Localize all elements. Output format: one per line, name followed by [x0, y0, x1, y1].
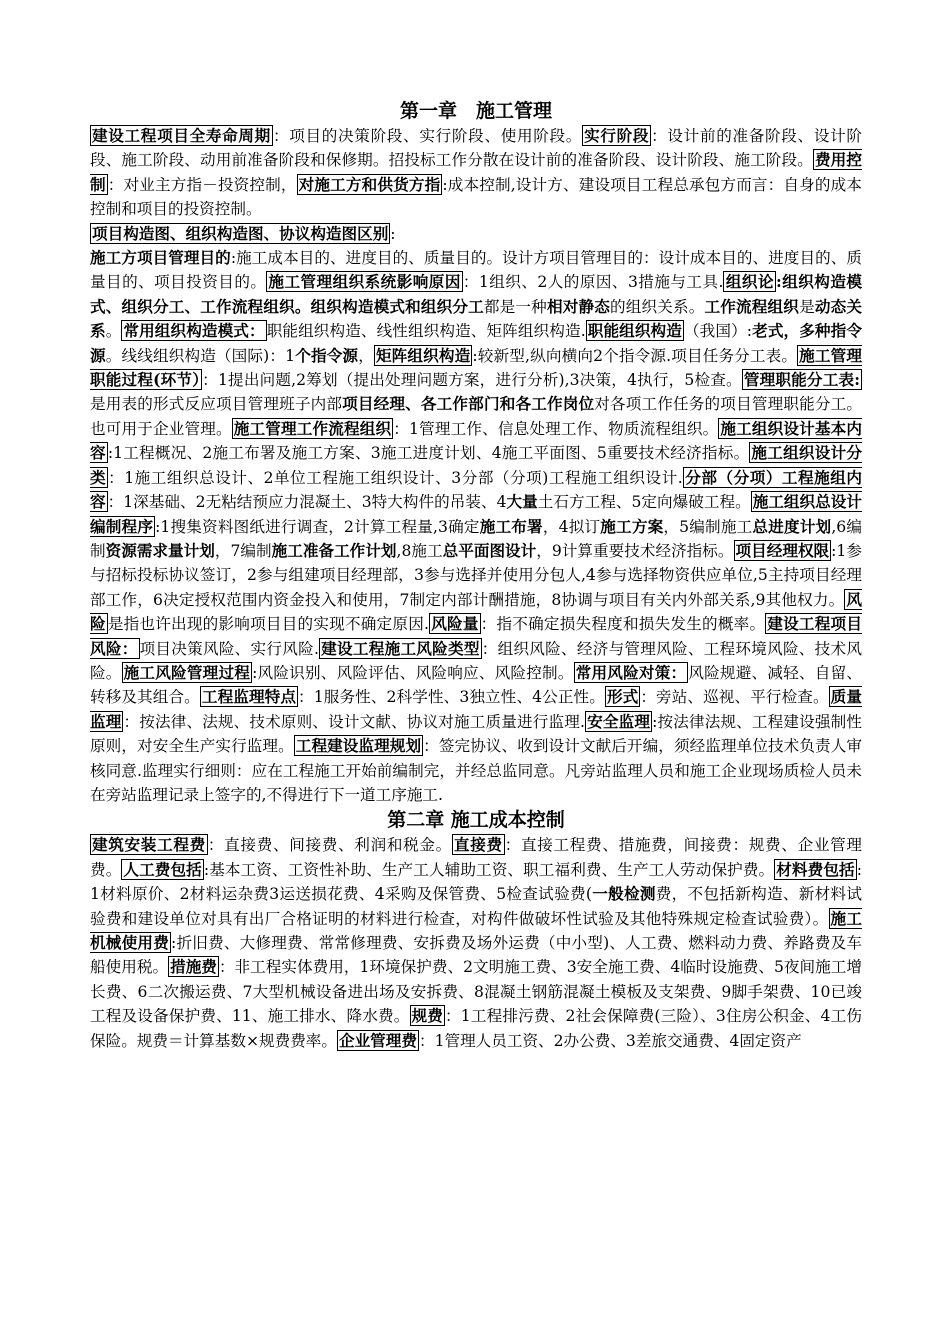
- body-text: ：非工程实体费用，1环境保护费、2文明施工费、3安全施工费、4临时设施费、5夜间施工增长费、6二次搬运费、7大型机械设备进出场及安拆费、8混凝土钢筋混凝土模板及支架费、9脚手架费、10已竣工程及设备保护费、11、施工排水、降水费。: [90, 958, 862, 1026]
- term-heading: 矩阵组织构造: [375, 345, 471, 365]
- body-text: :较新型,纵向横向2个指令源.项目任务分工表。: [472, 346, 798, 365]
- body-text: 。: [105, 322, 122, 341]
- emphasis-text: :组织构造模式、组织分工、工作流程组织。组织构造模式和组织分工: [90, 272, 862, 316]
- body-text: 是: [799, 297, 815, 316]
- chapter-title-2: 第二章 施工成本控制: [387, 809, 565, 832]
- emphasis-text: 施工布署: [479, 516, 543, 536]
- body-text: ，4拟订: [542, 517, 601, 536]
- body-text: ，5编制施工: [663, 517, 753, 536]
- emphasis-text: 资源需求量计划: [105, 540, 215, 560]
- body-text: ：旁站、巡视、平行检查。: [640, 688, 829, 707]
- term-heading: 风险: [90, 589, 862, 634]
- body-text: :风险识别、风险评估、风险响应、风险控制。: [252, 663, 574, 682]
- term-heading: 直接费: [453, 835, 503, 855]
- term-heading: 形式: [606, 687, 639, 707]
- body-text: 项目决策风险、实行风险.: [139, 639, 319, 658]
- emphasis-text: 总平面图设计: [442, 540, 537, 560]
- body-text: ,8施工: [396, 541, 443, 560]
- term-heading: 常用风险对策：: [575, 662, 687, 682]
- term-heading: 项目经理权限: [735, 540, 830, 560]
- body-text: :成本控制,设计方、建设项目工程总承包方而言：自身的成本控制和项目的投资控制。: [90, 175, 862, 219]
- term-heading: 工程建设监理规划: [295, 736, 422, 756]
- emphasis-text: 大量: [506, 492, 538, 512]
- body-text: 都是一种: [483, 297, 547, 316]
- paragraph: [90, 124, 862, 222]
- body-text: :1参与招标投标协议签订，2参与组建项目经理部，3参与选择并使用分包人,4参与选择物资供应单位,5主持项目经理部工作，6决定授权范围内资金投入和使用，7制定内部计酬措施，8协调与项目有关内外部关系,9其他权力。: [90, 541, 862, 609]
- emphasis-text: 动态关系: [90, 296, 862, 341]
- emphasis-text: 个指令源: [295, 345, 359, 365]
- body-text: ：按法律、法规、技术原则、设计文献、协议对施工质量进行监理.: [123, 712, 585, 731]
- emphasis-text: 施工准备工作计划: [271, 540, 397, 560]
- body-text: ：1深基础、2无粘结预应力混凝土、3特大构件的吊装、4: [107, 493, 507, 512]
- paragraph: [90, 222, 862, 246]
- body-text: :: [390, 224, 396, 243]
- term-heading: 风险量: [431, 614, 479, 634]
- body-text: :施工成本目的、进度目的、质量目的。设计方项目管理目的：设计成本目的、进度目的、质量目的、项目投资目的。: [90, 249, 862, 292]
- body-text: 对各项工作任务的项目管理职能分工。也可用于企业管理。: [90, 395, 862, 438]
- body-text: ：指不确定损失程度和损失发生的概率。: [480, 615, 766, 634]
- body-text: 职能组织构造、线性组织构造、矩阵组织构造.: [266, 322, 586, 341]
- body-text: ：签完协议、收到设计文献后开编，须经监理单位技术负责人审核同意.监理实行细则：应在工程施工开始前编制完，并经总监同意。凡旁站监理人员和施工企业现场质检人员未在旁站监理记录上签字的,不得进行下一道工序施工.: [90, 737, 862, 804]
- term-heading: 建设工程项目全寿命周期: [92, 126, 271, 145]
- body-text: :折旧费、大修理费、常常修理费、安拆费及场外运费（中小型)、人工费、燃料动力费、养路费及车船使用税。: [90, 934, 862, 977]
- body-text: :1材料原价、2材料运杂费3运送损花费、4采购及保管费、5检查试验费(: [90, 860, 862, 904]
- term-heading: 规费: [411, 1006, 444, 1026]
- term-heading: 项目构造图、组织构造图、协议构造图区别: [92, 223, 389, 243]
- body-text: 的组织关系。: [609, 297, 705, 316]
- body-text: ，: [358, 346, 374, 365]
- body-text: ：直接费、间接费、利润和税金。: [207, 836, 452, 855]
- term-heading: 安全监理: [586, 711, 651, 731]
- emphasis-text: 施工方项目管理目的: [90, 248, 231, 268]
- emphasis-text: 相对静态: [546, 296, 610, 316]
- term-heading: 建设工程项目风险：: [90, 614, 862, 658]
- emphasis-text: 总进度计划: [752, 516, 832, 536]
- term-heading: 企业管理费: [338, 1030, 417, 1050]
- term-heading: 建筑安装工程费: [92, 835, 206, 855]
- chapter-body-1: [90, 124, 862, 807]
- term-heading: 分部（分项）工程施组内容: [90, 467, 862, 512]
- emphasis-text: 施工方案: [600, 516, 664, 536]
- body-text: ：1工程排污费、2社会保障费(三险）、3住房公积金、4工伤保险。规费＝计算基数×规费费率。: [90, 1007, 862, 1050]
- paragraph: [90, 833, 862, 1053]
- body-text: ,6编制: [90, 517, 862, 560]
- body-text: ：1管理人员工资、2办公费、3差旅交通费、4固定资产: [418, 1031, 802, 1050]
- term-heading: 管理职能分工表:: [743, 370, 860, 390]
- body-text: 。线线组织构造（国际)：1: [105, 346, 296, 365]
- term-heading: 措施费: [170, 957, 217, 977]
- term-heading: 对施工方和供货方指: [298, 174, 441, 194]
- body-text: :1搜集资料图纸进行调查，2计算工程量,3确定: [155, 517, 480, 536]
- body-text: ，9计算重要技术经济指标。: [536, 541, 734, 560]
- emphasis-text: 老式，多种指令源: [90, 321, 862, 365]
- term-heading: 施工组织总设计编制程序: [90, 492, 862, 536]
- body-text: ：1服务性、2科学性、3独立性、4公正性。: [298, 688, 605, 707]
- body-text: ：1施工组织总设计、2单位工程施工组织设计、3分部（分项)工程施工组织设计.: [108, 468, 683, 487]
- term-heading: 建设工程施工风险类型: [320, 638, 480, 658]
- chapter-body-2: [90, 833, 862, 1053]
- term-heading: 费用控制: [90, 150, 862, 194]
- emphasis-text: 工作流程组织: [704, 296, 800, 316]
- term-heading: 常用组织构造模式：: [123, 321, 265, 341]
- body-text: （我国）:: [683, 322, 753, 341]
- body-text: ：项目的决策阶段、实行阶段、使用阶段。: [272, 127, 583, 145]
- term-heading: 材料费包括: [776, 859, 855, 879]
- term-heading: 施工管理工作流程组织: [233, 418, 392, 438]
- body-text: ：对业主方指－投资控制，: [107, 175, 297, 194]
- term-heading: 施工风险管理过程: [123, 662, 251, 682]
- term-heading: 施工机械使用费: [90, 908, 862, 952]
- body-text: ：直接工程费、措施费，间接费：规费、企业管理费。: [90, 836, 862, 879]
- document-page: [90, 98, 862, 1053]
- body-text: ：1管理工作、信息处理工作、物质流程组织。: [393, 419, 719, 438]
- body-text: ：组织风险、经济与管理风险、工程环境风险、技术风险。: [90, 639, 862, 682]
- body-text: ：1组织、2人的原因、3措施与工具.: [462, 273, 724, 292]
- term-heading: 施工组织设计基本内容: [90, 418, 862, 463]
- body-text: ：1提出问题,2筹划（提出处理问题方案，进行分析),3决策，4执行，5检查。: [202, 371, 742, 390]
- term-heading: 施工组织设计分类: [90, 443, 862, 487]
- term-heading: 组织论: [725, 272, 775, 292]
- chapter-title-1: 第一章 施工管理: [399, 100, 552, 122]
- body-text: 风险规避、减轻、自留、转移及其组合。: [90, 663, 862, 707]
- term-heading: 工程监理特点: [201, 687, 297, 707]
- body-text: ：设计前的准备阶段、设计阶段、施工阶段、动用前准备阶段和保修期。招投标工作分散在设计前的准备阶段、设计阶段、施工阶段。: [90, 127, 862, 170]
- term-heading: 实行阶段: [584, 126, 650, 145]
- term-heading: 职能组织构造: [587, 321, 682, 341]
- body-text: 费，不包括新构造、新材料试验费和建设单位对具有出厂合格证明的材料进行检查，对构件做破坏性试验及其他特殊规定检查试验费）。: [90, 885, 862, 928]
- term-heading: 质量监理: [90, 687, 862, 731]
- body-text: ，7编制: [214, 541, 272, 560]
- body-text: :1工程概况、2施工布署及施工方案、3施工进度计划、4施工平面图、5重要技术经济指标。: [107, 444, 750, 463]
- body-text: 是指也许出现的影响项目目的实现不确定原因.: [107, 615, 430, 634]
- term-heading: 人工费包括: [123, 859, 202, 879]
- body-text: :按法律法规、工程建设强制性原则，对安全生产实行监理。: [90, 712, 862, 756]
- paragraph: [90, 246, 862, 807]
- emphasis-text: 一般检测: [591, 884, 656, 904]
- body-text: 土石方工程、5定向爆破工程。: [537, 493, 751, 512]
- body-text: :基本工资、工资性补助、生产工人辅助工资、职工福利费、生产工人劳动保护费。: [203, 860, 775, 879]
- emphasis-text: 项目经理、各工作部门和各工作岗位: [342, 394, 595, 414]
- term-heading: 施工管理职能过程(环节）: [90, 345, 862, 390]
- body-text: 是用表的形式反应项目管理班子内部: [90, 395, 343, 414]
- term-heading: 施工管理组织系统影响原因: [268, 272, 461, 292]
